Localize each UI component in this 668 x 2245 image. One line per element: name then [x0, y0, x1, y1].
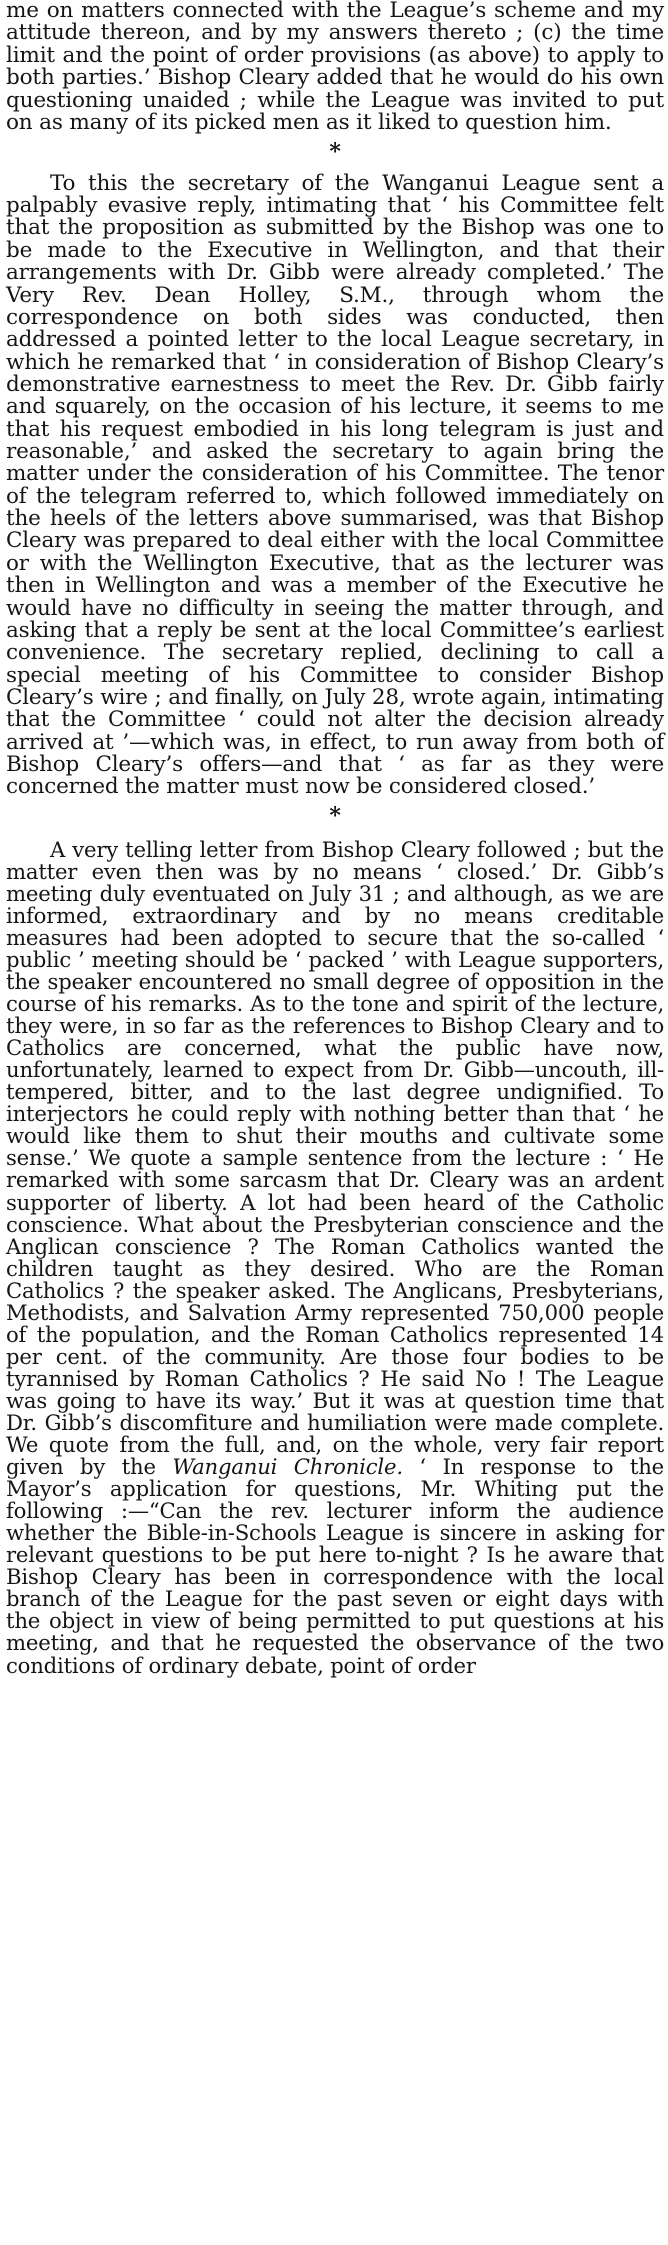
section-separator-1 [6, 135, 664, 173]
article-paragraph-3 [6, 836, 664, 1678]
asterisk-separator-icon: * [329, 138, 341, 165]
paragraph-3-text-start: A very telling letter from Bishop Cleary followed ; but the matter even then was by no means ‘ closed.’ Dr. Gibb’s meeting duly eventuated on July 31 ; and although, as we are informed, extraordinary and by no means creditable measures had been adopted to secure that the so-called ‘ public ’ meeting should be ‘ packed ’ with League supporters, the speaker encountered no small degree of opposition in the course of his remarks. As to the tone and spirit of the lecture, they were, in so far as the references to Bishop Cleary and to Catholics are concerned, what the public have now, unfortunately, learned to expect from Dr. Gibb—uncouth, ill-tempered, bitter, and to the last degree undignified. To interjectors he could reply with nothing better than that ‘ he would like them to shut their mouths and cultivate some sense.’ We quote a sample sentence from the lecture : ‘ He remarked with some sarcasm that Dr. Cleary was an ardent supporter of liberty. A lot had been heard of the Catholic conscience. What about the Presbyterian conscience and the Anglican conscience ? The Roman Catholics wanted the children taught as they desired. Who are the Roman Catholics ? the speaker asked. The Anglicans, Presbyterians, Methodists, and Salvation Army represented 750,000 people of the population, and the Roman Catholics represented 14 per cent. of the community. Are those four bodies to be tyrannised by Roman Catholics ? He said No ! The League was going to have its way.’ But it was at question time that Dr. Gibb’s discomfiture and humiliation were made complete. We quote from the full, and, on the whole, very fair report given by the [6, 836, 664, 1480]
article-paragraph-2: To this the secretary of the Wanganui League sent a palpably evasive reply, intimating that ‘ his Committee felt that the proposition as submitted by the Bishop was one to be made to the Executive in Wellington, and that their arrangements with Dr. Gibb were already completed.’ The Very Rev. Dean Holley, S.M., through whom the correspondence on both sides was conducted, then addressed a pointed letter to the local League secretary, in which he remarked that ‘ in consideration of Bishop Cleary’s demonstrative earnestness to meet the Rev. Dr. Gibb fairly and squarely, on the occasion of his lecture, it seems to me that his request embodied in his long telegram is just and reasonable,’ and asked the secretary to again bring the matter under the consideration of his Committee. The tenor of the telegram referred to, which followed immediately on the heels of the letters above summarised, was that Bishop Cleary was prepared to deal either with the local Committee or with the Wellington Executive, that as the lecturer was then in Wellington and was a member of the Executive he would have no difficulty in seeing the matter through, and asking that a reply be sent at the local Committee’s earliest convenience. The secretary replied, declining to call a special meeting of his Committee to consider Bishop Cleary’s wire ; and finally, on July 28, wrote again, intimating that the Committee ‘ could not alter the decision already arrived at ’—which was, in effect, to run away from both of Bishop Cleary’s offers—and that ‘ as far as they were concerned the matter must now be considered closed.’ [6, 170, 664, 800]
newspaper-source-title: Wanganui Chronicle. [172, 1454, 403, 1480]
paragraph-3-text-end: ‘ In response to the Mayor’s application for questions, Mr. Whiting put the following :—“Can the rev. lecturer inform the audience whether the Bible-in-Schools League is sincere in asking for relevant questions to be put here to-night ? Is he aware that Bishop Cleary has been in correspondence with the local branch of the League for the past seven or eight days with the object in view of being permitted to put questions at his meeting, and that he requested the observance of the two conditions of ordinary debate, point of order [6, 1454, 664, 1678]
asterisk-separator-icon: * [329, 802, 341, 829]
section-separator-2 [6, 799, 664, 839]
article-paragraph-1: me on matters connected with the League’s scheme and my attitude thereon, and by my answers thereto ; (c) the time limit and the point of order provisions (as above) to apply to both parties.’ Bishop Cleary added that he would do his own questioning unaided ; while the League was invited to put on as many of its picked men as it liked to question him. [6, 0, 664, 136]
